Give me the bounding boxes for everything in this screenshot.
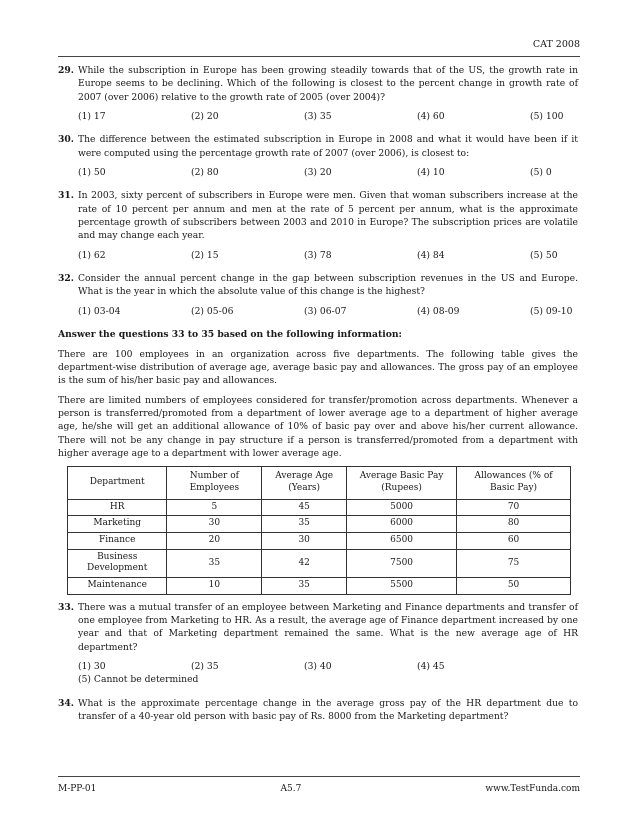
table-cell: 5500 (347, 578, 457, 595)
question-number: 29. (58, 65, 74, 76)
option: (4) 10 (417, 167, 445, 179)
option: (2) 20 (191, 111, 219, 123)
question-text: The difference between the estimated subscription in Europe in 2008 and what it would have been if it were computed using the percentage growth rate of 2007 (over 2006), is closest to: (78, 134, 578, 159)
table-cell: 6000 (347, 516, 457, 533)
table-cell: 45 (262, 499, 347, 516)
page-number: A5.7 (280, 784, 302, 794)
option: (3) 06-07 (304, 305, 347, 317)
table-cell: 35 (262, 516, 347, 533)
page-footer (58, 776, 580, 796)
question-number: 30. (58, 134, 74, 146)
option: (3) 20 (304, 167, 332, 179)
table-cell: Business Development (68, 549, 167, 577)
table-cell: HR (68, 499, 167, 516)
exam-title: CAT 2008 (532, 39, 580, 50)
option: (4) 45 (417, 661, 445, 673)
table-cell: 80 (457, 516, 571, 533)
table-cell: 35 (167, 549, 262, 577)
option: (5) 50 (530, 249, 558, 261)
table-cell: Marketing (68, 516, 167, 533)
question-31 (58, 189, 578, 262)
option: (5) 0 (530, 167, 552, 179)
table-cell: 5 (167, 499, 262, 516)
table-cell: 30 (262, 533, 347, 550)
option: (4) 60 (417, 111, 445, 123)
table-row (68, 516, 571, 533)
question-29 (58, 64, 578, 123)
footer-code: M-PP-01 (58, 784, 97, 794)
question-30 (58, 133, 578, 179)
question-number: 34. (58, 697, 74, 709)
question-text: There was a mutual transfer of an employee between Marketing and Finance departments and transfer of one employee from Marketing to HR. As a result, the average age of Finance department increased by one year and that of Marketing department remained the same. What is the new average age of HR department? (78, 601, 578, 653)
column-header: Average Basic Pay (Rupees) (347, 467, 457, 499)
table-row (68, 549, 571, 577)
table-cell: 7500 (347, 549, 457, 577)
option: (4) 08-09 (417, 305, 460, 317)
answer-options (78, 249, 578, 262)
option: (5) 09-10 (530, 305, 573, 317)
question-number: 33. (58, 601, 74, 613)
option: (3) 78 (304, 249, 332, 261)
department-table (67, 466, 571, 595)
option: (3) 35 (304, 111, 332, 123)
option: (1) 30 (78, 661, 106, 673)
question-text: While the subscription in Europe has been growing steadily towards that of the US, the growth rate in Europe seems to be declining. Which of the following is closest to the percent change in growth rate of 2007 (over 2006) relative to the growth rate of 2005 (over 2004)? (78, 65, 578, 103)
question-text: In 2003, sixty percent of subscribers in Europe were men. Given that woman subscribers increase at the rate of 10 percent per annum and men at the rate of 5 percent per annum, what is the approximate percentage growth of subscribers between 2003 and 2010 in Europe? The subscription prices are volatile and may change each year. (78, 190, 578, 242)
table-cell: 50 (457, 578, 571, 595)
option: (2) 05-06 (191, 305, 234, 317)
column-header: Average Age (Years) (262, 467, 347, 499)
option: (3) 40 (304, 661, 332, 673)
table-header-row (68, 467, 571, 499)
option: (2) 35 (191, 661, 219, 673)
question-33 (58, 601, 578, 687)
question-text: What is the approximate percentage change in the average gross pay of the HR department due to transfer of a 40-year old person with basic pay of Rs. 8000 from the Marketing department? (78, 697, 578, 723)
answer-options (78, 660, 578, 687)
table-cell: 35 (262, 578, 347, 595)
option: (2) 15 (191, 249, 219, 261)
column-header: Number of Employees (167, 467, 262, 499)
column-header: Department (68, 467, 167, 499)
section-title: Answer the questions 33 to 35 based on the following information: (58, 329, 402, 341)
info-paragraph: There are limited numbers of employees considered for transfer/promotion across departments. Whenever a person is transferred/promoted from a department of lower average age to a department of higher average age, he/she will get an additional allowance of 10% of basic pay over and above his/her current allowance. There will not be any change in pay structure if a person is transferred/promoted from a department with higher average age to a department with lower average age. (58, 394, 578, 459)
info-paragraph: There are 100 employees in an organization across five departments. The following table gives the department-wise distribution of average age, average basic pay and allowances. The gross pay of an employee is the sum of his/her basic pay and allowances. (58, 348, 578, 387)
answer-options (78, 166, 578, 179)
table-cell: 75 (457, 549, 571, 577)
footer-website: www.TestFunda.com (485, 784, 580, 794)
table-row (68, 533, 571, 550)
option: (4) 84 (417, 249, 445, 261)
answer-options (78, 110, 578, 123)
option: (1) 03-04 (78, 305, 121, 317)
table-cell: Maintenance (68, 578, 167, 595)
question-34 (58, 697, 578, 724)
table-cell: 30 (167, 516, 262, 533)
option: (2) 80 (191, 167, 219, 179)
option: (1) 17 (78, 111, 106, 123)
question-number: 32. (58, 273, 74, 285)
question-number: 31. (58, 190, 74, 202)
page-content (58, 64, 578, 734)
table-row (68, 578, 571, 595)
table-cell: 20 (167, 533, 262, 550)
page-header (58, 38, 580, 57)
table-cell: 10 (167, 578, 262, 595)
table-row (68, 499, 571, 516)
option: (1) 50 (78, 167, 106, 179)
table-cell: 5000 (347, 499, 457, 516)
table-cell: 6500 (347, 533, 457, 550)
column-header: Allowances (% of Basic Pay) (457, 467, 571, 499)
table-cell: 42 (262, 549, 347, 577)
answer-options (78, 305, 578, 318)
option: (5) Cannot be determined (78, 674, 199, 686)
question-text: Consider the annual percent change in the gap between subscription revenues in the US and Europe. What is the year in which the absolute value of this change is the highest? (78, 273, 578, 298)
question-32 (58, 272, 578, 318)
option: (5) 100 (530, 111, 564, 123)
option: (1) 62 (78, 249, 106, 261)
table-cell: Finance (68, 533, 167, 550)
table-cell: 60 (457, 533, 571, 550)
table-cell: 70 (457, 499, 571, 516)
